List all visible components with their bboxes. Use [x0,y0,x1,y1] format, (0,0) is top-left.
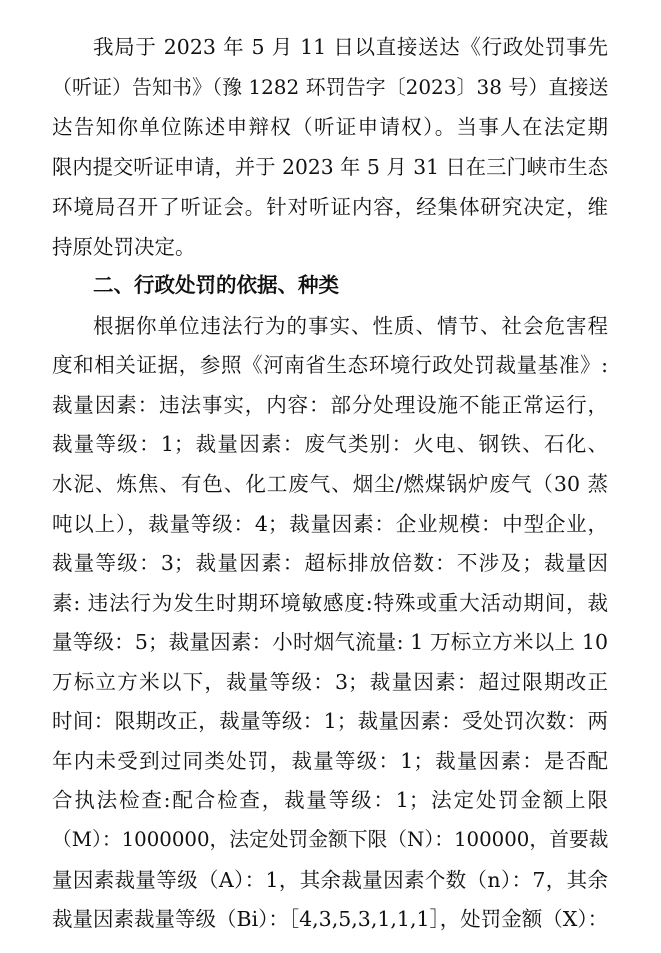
paragraph-2-line-2: 度和相关证据，参照《河南省生态环境行政处罚裁量基准》: [52,353,608,377]
paragraph-2-line-11: 时间：限期改正，裁量等级：1；裁量因素：受处罚次数：两 [52,709,608,733]
paragraph-2-line-4: 裁量等级：1；裁量因素：废气类别：火电、钢铁、石化、 [52,432,608,456]
paragraph-2-line-6: 吨以上），裁量等级：4；裁量因素：企业规模：中型企业， [52,512,608,536]
paragraph-2-line-7: 裁量等级：3；裁量因素：超标排放倍数：不涉及；裁量因 [52,551,608,575]
paragraph-2-line-8: 素: 违法行为发生时期环境敏感度:特殊或重大活动期间，裁 [52,591,608,615]
paragraph-2-line-13: 合执法检查:配合检查，裁量等级：1；法定处罚金额上限 [52,788,608,812]
paragraph-1-line-4: 限内提交听证申请，并于 2023 年 5 月 31 日在三门峡市生态 [52,155,608,179]
paragraph-1-line-2: （听证）告知书》（豫 1282 环罚告字〔2023〕38 号）直接送 [52,75,608,99]
section-heading: 二、行政处罚的依据、种类 [93,273,339,297]
paragraph-2-line-12: 年内未受到过同类处罚，裁量等级：1；裁量因素：是否配 [52,749,608,773]
paragraph-1-line-5: 环境局召开了听证会。针对听证内容，经集体研究决定，维 [52,195,608,219]
paragraph-2-line-16: 裁量因素裁量等级（Bi）：［4,3,5,3,1,1,1］，处罚金额（X）： [52,907,608,931]
paragraph-2-line-14: （M）：1000000，法定处罚金额下限（N）：100000，首要裁 [52,828,608,851]
paragraph-2-line-15: 量因素裁量等级（A）：1，其余裁量因素个数（n）：7，其余 [52,868,608,892]
paragraph-2-line-5: 水泥、炼焦、有色、化工废气、烟尘/燃煤锅炉废气（30 蒸 [52,472,608,496]
paragraph-2-line-3: 裁量因素：违法事实，内容：部分处理设施不能正常运行， [52,393,608,417]
paragraph-2-line-10: 万标立方米以下，裁量等级：3；裁量因素：超过限期改正 [52,670,608,694]
paragraph-1-line-3: 达告知你单位陈述申辩权（听证申请权）。当事人在法定期 [52,115,608,139]
paragraph-1-line-6: 持原处罚决定。 [52,235,196,259]
paragraph-1-line-1: 我局于 2023 年 5 月 11 日以直接送达《行政处罚事先 [93,35,608,59]
paragraph-2-line-1: 根据你单位违法行为的事实、性质、情节、社会危害程 [93,314,608,338]
paragraph-2-line-9: 量等级：5；裁量因素：小时烟气流量: 1 万标立方米以上 10 [52,630,608,654]
